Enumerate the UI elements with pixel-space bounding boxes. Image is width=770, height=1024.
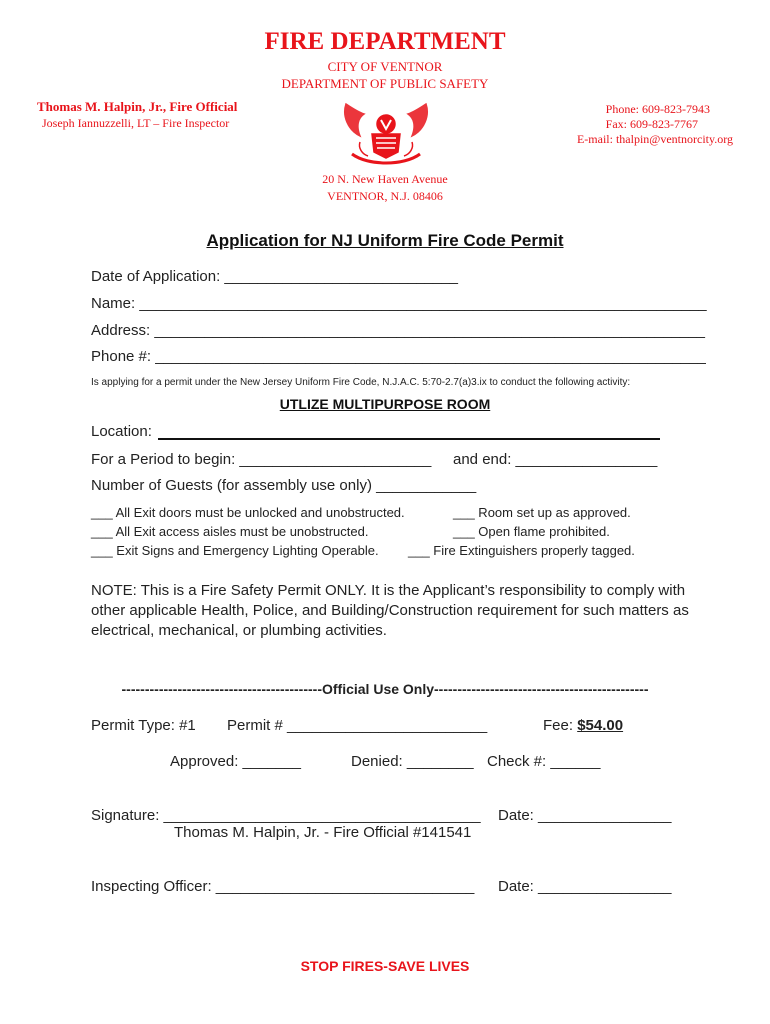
checklist-item[interactable]: ___ Open flame prohibited. bbox=[453, 524, 610, 539]
date-of-application-field[interactable]: Date of Application: ____________________________ bbox=[91, 268, 459, 285]
fee-value: $54.00 bbox=[577, 717, 624, 734]
safety-note: NOTE: This is a Fire Safety Permit ONLY. It is the Applicant’s responsibility to comply with other applicable Health, Police, and Building/Construction requirement for such matters as electrical, mechanical, or plumbing activities. bbox=[91, 582, 689, 639]
location-field[interactable] bbox=[158, 438, 660, 440]
check-number-field[interactable]: Check #: ______ bbox=[487, 753, 601, 770]
department-title: FIRE DEPARTMENT bbox=[264, 28, 506, 55]
email-address: E-mail: thalpin@ventnorcity.org bbox=[576, 132, 733, 146]
denied-field[interactable]: Denied: ________ bbox=[351, 753, 474, 770]
phone-field[interactable]: Phone #: __________________________________________________________________ bbox=[91, 348, 706, 365]
location-label: Location: bbox=[91, 423, 152, 440]
fax-number: Fax: 609-823-7767 bbox=[605, 117, 698, 131]
checklist-item[interactable]: ___ All Exit doors must be unlocked and unobstructed. bbox=[91, 505, 405, 520]
city-name: CITY OF VENTNOR bbox=[327, 59, 443, 74]
footer-slogan: STOP FIRES-SAVE LIVES bbox=[300, 958, 470, 974]
inspecting-date-field[interactable]: Date: ________________ bbox=[498, 878, 672, 895]
checklist-item[interactable]: ___ All Exit access aisles must be unobstructed. bbox=[91, 524, 369, 539]
fire-inspector-name: Joseph Iannuzzelli, LT – Fire Inspector bbox=[42, 116, 230, 130]
address-field[interactable]: Address: __________________________________________________________________ bbox=[91, 322, 705, 339]
permit-type: Permit Type: #1 bbox=[91, 717, 196, 734]
form-title: Application for NJ Uniform Fire Code Permit bbox=[206, 231, 564, 250]
phone-number: Phone: 609-823-7943 bbox=[605, 102, 710, 116]
fire-official-name: Thomas M. Halpin, Jr., Fire Official bbox=[37, 99, 238, 114]
signature-date-field[interactable]: Date: ________________ bbox=[498, 807, 672, 824]
city-seal-icon bbox=[338, 96, 434, 168]
inspecting-officer-field[interactable]: Inspecting Officer: _______________________________ bbox=[91, 878, 475, 895]
permit-number-field[interactable]: Permit # ________________________ bbox=[227, 717, 488, 734]
period-end-field[interactable]: and end: _________________ bbox=[453, 451, 658, 468]
name-field[interactable]: Name: ____________________________________________________________________ bbox=[91, 295, 707, 312]
activity-name: UTLIZE MULTIPURPOSE ROOM bbox=[279, 396, 491, 412]
signer-name: Thomas M. Halpin, Jr. - Fire Official #141541 bbox=[174, 824, 472, 841]
official-use-banner: -------------------------------------------Official Use Only---------------------------------------------- bbox=[121, 681, 649, 697]
checklist-item[interactable]: ___ Exit Signs and Emergency Lighting Operable. bbox=[91, 543, 379, 558]
number-of-guests-field[interactable]: Number of Guests (for assembly use only) ____________ bbox=[91, 477, 477, 494]
address-street: 20 N. New Haven Avenue bbox=[322, 172, 448, 186]
department-name: DEPARTMENT OF PUBLIC SAFETY bbox=[281, 76, 489, 91]
fee-label: Fee: bbox=[543, 717, 578, 734]
address-city: VENTNOR, N.J. 08406 bbox=[327, 189, 443, 203]
permit-statement: Is applying for a permit under the New Jersey Uniform Fire Code, N.J.A.C. 5:70-2.7(a)3.ix to conduct the following activity: bbox=[91, 377, 631, 388]
fee bbox=[543, 717, 623, 734]
approved-field[interactable]: Approved: _______ bbox=[170, 753, 301, 770]
period-begin-field[interactable]: For a Period to begin: _______________________ bbox=[91, 451, 432, 468]
signature-field[interactable]: Signature: ______________________________________ bbox=[91, 807, 481, 824]
checklist-item[interactable]: ___ Room set up as approved. bbox=[453, 505, 631, 520]
checklist-item[interactable]: ___ Fire Extinguishers properly tagged. bbox=[408, 543, 635, 558]
